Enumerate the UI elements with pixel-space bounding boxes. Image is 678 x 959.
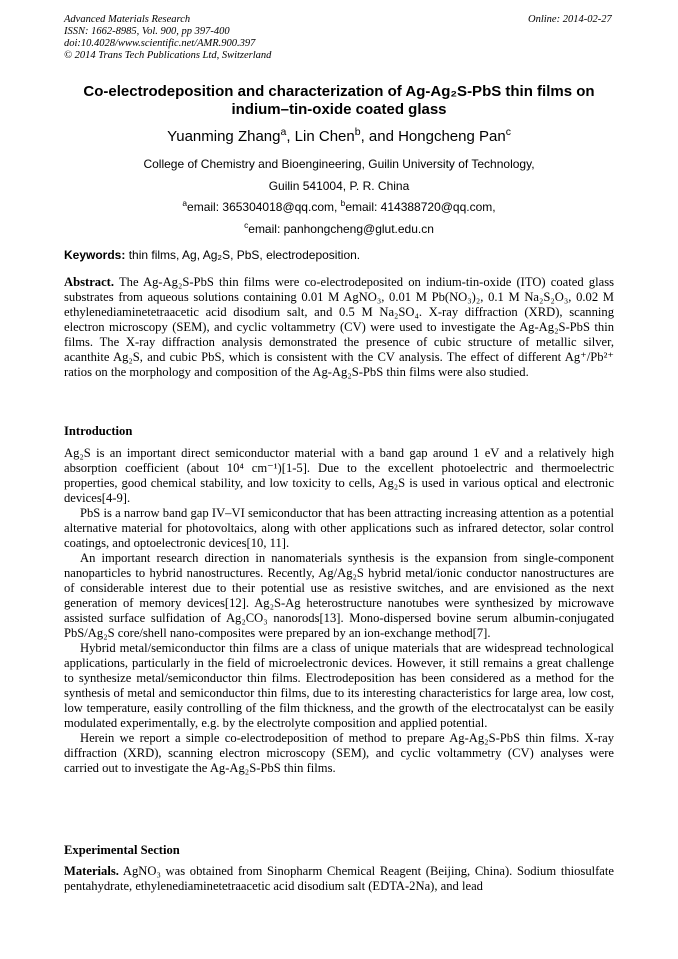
doi-line[interactable]: doi:10.4028/www.scientific.net/AMR.900.397 (64, 38, 256, 49)
author-list (0, 128, 678, 146)
abstract-label: Abstract. (64, 275, 115, 289)
abstract-text: The Ag-Ag₂S-PbS thin films were co-electrodeposited on indium-tin-oxide (ITO) coated glass substrates from aqueous solutions containing 0.01 M AgNO₃, 0.01 M Pb(NO₃)₂, 0.1 M Na₂S₂O₃, 0.02 M ethylenediaminetetraacetic acid disodium salt, and 0.5 M Na₂SO₄. X-ray diffraction (XRD), scanning electron microscopy (SEM), and cyclic voltammetry (CV) were used to investigate the Ag-Ag₂S-PbS thin films. The X-ray diffraction analysis demonstrated the presence of cubic structure of metallic silver, acanthite Ag₂S, and cubic PbS, which is consistent with the CV analysis. The effect of different Ag⁺/Pb²⁺ ratios on the morphology and composition of the Ag-Ag₂S-PbS thin films were also studied. (64, 275, 614, 379)
email-a[interactable]: email: 365304018@qq.com, (187, 200, 341, 214)
copyright-line: © 2014 Trans Tech Publications Ltd, Switzerland (64, 50, 272, 61)
intro-paragraph-4: Hybrid metal/semiconductor thin films are a class of unique materials that are widespread technological applications, particularly in the field of microelectronic devices. However, it still remains a great challenge to synthesize metal/semiconductor thin films. Electrodeposition has been considered as a method for the synthesis of metal and semiconductor thin films, due to its interesting characteristics for large area, low cost, low temperature, easily controlling of the film thickness, and the growth of the electrocatalyst can be easily modulated experimentally, e.g. by the electrolyte composition and applied potential. (64, 641, 614, 730)
email-c[interactable]: email: panhongcheng@glut.edu.cn (248, 222, 434, 236)
experimental-heading: Experimental Section (64, 843, 180, 857)
online-date: Online: 2014-02-27 (528, 14, 612, 25)
abstract (64, 275, 614, 380)
title-line-2: indium–tin-oxide coated glass (231, 101, 447, 118)
author-separator: , (286, 128, 295, 145)
email-line-c (0, 222, 678, 236)
materials-paragraph (64, 864, 614, 894)
affiliation-line-2: Guilin 541004, P. R. China (268, 179, 410, 193)
journal-name: Advanced Materials Research (64, 14, 191, 25)
email-b[interactable]: email: 414388720@qq.com, (345, 200, 496, 214)
intro-paragraph-2: PbS is a narrow band gap IV–VI semiconductor that has been attracting increasing attention as a potential alternative material for photovoltaics, along with other applications such as infrared detector, solar control coatings, and optoelectronic devices[10, 11]. (64, 506, 614, 550)
paper-title (50, 83, 628, 119)
author-1: Yuanming Zhang (167, 128, 281, 145)
author-2-affil-mark: b (354, 126, 361, 138)
intro-paragraph-5: Herein we report a simple co-electrodeposition of method to prepare Ag-Ag₂S-PbS thin films. X-ray diffraction (XRD), scanning electron microscopy (SEM), and cyclic voltammetry (CV) analyses were carried out to investigate the Ag-Ag₂S-PbS thin films. (64, 731, 614, 775)
keywords (64, 248, 624, 262)
email-c-mark: c (244, 220, 249, 230)
title-line-1: Co-electrodeposition and characterization of Ag-Ag₂S-PbS thin films on (83, 83, 595, 100)
author-3: Hongcheng Pan (398, 128, 506, 145)
materials-text: AgNO₃ was obtained from Sinopharm Chemical Reagent (Beijing, China). Sodium thiosulfate pentahydrate, ethylenediaminetetraacetic acid disodium salt (EDTA-2Na), and lead (64, 864, 614, 893)
introduction-heading: Introduction (64, 424, 133, 438)
materials-label: Materials. (64, 864, 119, 878)
introduction-body (64, 446, 614, 776)
email-line-ab (0, 200, 678, 214)
issn-line: ISSN: 1662-8985, Vol. 900, pp 397-400 (64, 26, 230, 37)
email-b-mark: b (340, 198, 346, 208)
affiliation-line-1: College of Chemistry and Bioengineering, Guilin University of Technology, (143, 157, 535, 171)
intro-paragraph-1: Ag₂S is an important direct semiconductor material with a band gap around 1 eV and a relatively high absorption coefficient (about 10⁴ cm⁻¹)[1-5]. Due to the excellent photoelectric and thermoelectric properties, good chemical stability, and low toxicity to cells, Ag₂S is used in various optical and electronic devices[4-9]. (64, 446, 614, 505)
author-3-affil-mark: c (505, 126, 511, 138)
email-a-mark: a (182, 198, 188, 208)
author-1-affil-mark: a (280, 126, 287, 138)
author-2: Lin Chen (294, 128, 355, 145)
journal-header (64, 14, 271, 62)
keywords-text: thin films, Ag, Ag₂S, PbS, electrodeposition. (125, 248, 361, 262)
intro-paragraph-3: An important research direction in nanomaterials synthesis is the expansion from single-component nanoparticles to hybrid nanostructures. Recently, Ag/Ag₂S hybrid metal/ionic conductor nanostructures are of considerable interest due to their potential use as resistive switches, and are envisioned as the next generation of memory devices[12]. Ag₂S-Ag heterostructure nanotubes were synthesized by microwave assisted surface sulfidation of Ag₂CO₃ nanorods[13]. Mono-dispersed bovine serum albumin-conjugated PbS/Ag₂S core/shell nano-composites were prepared by an ion-exchange method[7]. (64, 551, 614, 640)
author-and: , and (360, 128, 399, 145)
keywords-label: Keywords: (64, 248, 126, 262)
